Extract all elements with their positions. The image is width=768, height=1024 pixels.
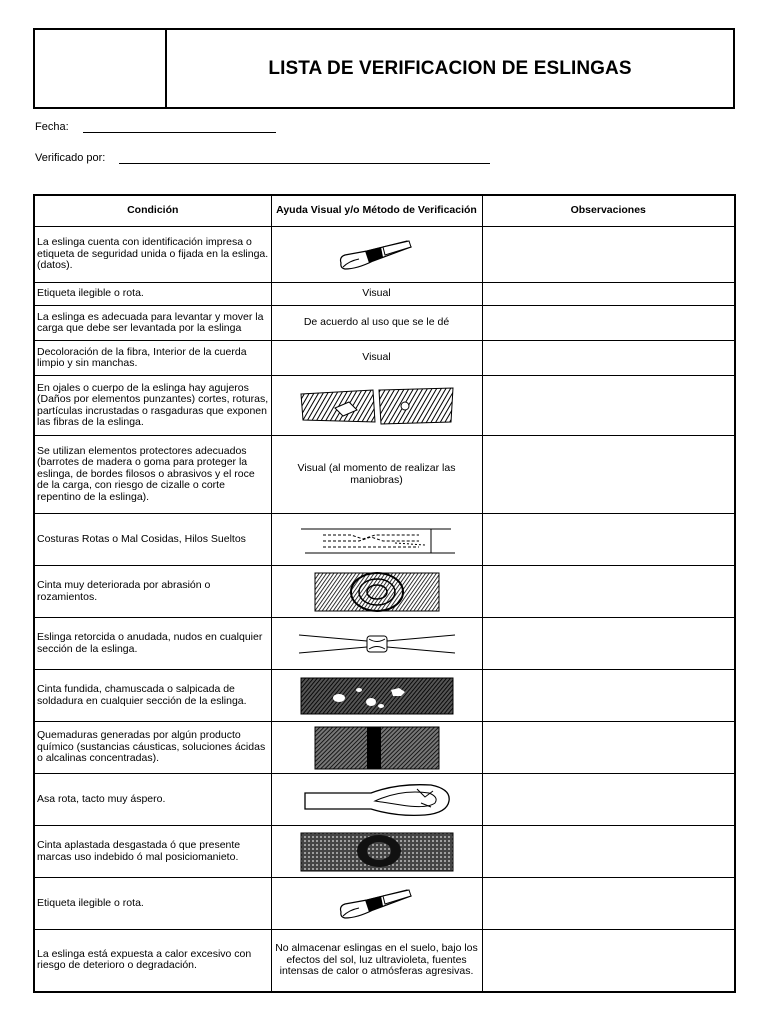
- verificado-fill-line[interactable]: [119, 151, 490, 164]
- fecha-label: Fecha:: [35, 121, 69, 133]
- abrasion-illustration: [313, 571, 441, 613]
- fecha-fill-line[interactable]: [83, 120, 276, 133]
- observation-cell[interactable]: [482, 376, 735, 436]
- table-row: [34, 283, 735, 306]
- table-row: [34, 618, 735, 670]
- broken-eye-illustration: [301, 781, 453, 819]
- condition-cell: Eslinga retorcida o anudada, nudos en cualquier sección de la eslinga.: [34, 618, 271, 670]
- aid-cell: [271, 618, 482, 670]
- table-header-row: [34, 195, 735, 227]
- observation-cell[interactable]: [482, 306, 735, 341]
- condition-cell: Decoloración de la fibra, Interior de la cuerda limpio y sin manchas.: [34, 341, 271, 376]
- condition-cell: Quemaduras generadas por algún producto químico (sustancias cáusticas, soluciones ácidas o alcalinas concentradas).: [34, 722, 271, 774]
- aid-cell: [271, 566, 482, 618]
- observation-cell[interactable]: [482, 722, 735, 774]
- broken-stitching-illustration: [299, 523, 455, 557]
- checklist-table: [33, 194, 736, 993]
- table-row: [34, 930, 735, 992]
- condition-cell: Se utilizan elementos protectores adecuados (barrotes de madera o goma para proteger la eslinga, de bordes filosos o abrasivos y el roce de la carga, con riesgo de cizalle o corte repentino de la eslinga).: [34, 436, 271, 514]
- aid-cell: No almacenar eslingas en el suelo, bajo los efectos del sol, luz ultravioleta, fuentes intensas de calor o atmósferas agresivas.: [271, 930, 482, 992]
- observation-cell[interactable]: [482, 436, 735, 514]
- header-condicion: Condición: [34, 195, 271, 227]
- condition-cell: Cinta fundida, chamuscada o salpicada de soldadura en cualquier sección de la eslinga.: [34, 670, 271, 722]
- knot-illustration: [297, 629, 457, 659]
- aid-cell: [271, 774, 482, 826]
- observation-cell[interactable]: [482, 774, 735, 826]
- observation-cell[interactable]: [482, 283, 735, 306]
- condition-cell: Etiqueta ilegible o rota.: [34, 283, 271, 306]
- table-row: [34, 306, 735, 341]
- table-row: [34, 722, 735, 774]
- table-row: [34, 341, 735, 376]
- table-row: [34, 774, 735, 826]
- sling-tag-illustration: [337, 237, 417, 273]
- verificado-field-row: [35, 151, 490, 164]
- verificado-label: Verificado por:: [35, 152, 106, 164]
- aid-cell: Visual: [271, 341, 482, 376]
- observation-cell[interactable]: [482, 618, 735, 670]
- table-row: [34, 826, 735, 878]
- weld-spatter-illustration: [299, 676, 455, 716]
- aid-cell: De acuerdo al uso que se le dé: [271, 306, 482, 341]
- observation-cell[interactable]: [482, 826, 735, 878]
- table-row: [34, 566, 735, 618]
- sling-tag-illustration: [337, 886, 417, 922]
- observation-cell[interactable]: [482, 670, 735, 722]
- fecha-field-row: [35, 120, 276, 133]
- observation-cell[interactable]: [482, 566, 735, 618]
- condition-cell: En ojales o cuerpo de la eslinga hay agujeros (Daños por elementos punzantes) cortes, roturas, partículas incrustadas o rasgaduras que exponen las fibras de la eslinga.: [34, 376, 271, 436]
- table-row: [34, 436, 735, 514]
- aid-cell: [271, 826, 482, 878]
- aid-cell: [271, 722, 482, 774]
- observation-cell[interactable]: [482, 878, 735, 930]
- table-row: [34, 878, 735, 930]
- condition-cell: Etiqueta ilegible o rota.: [34, 878, 271, 930]
- condition-cell: Costuras Rotas o Mal Cosidas, Hilos Sueltos: [34, 514, 271, 566]
- observation-cell[interactable]: [482, 930, 735, 992]
- condition-cell: Asa rota, tacto muy áspero.: [34, 774, 271, 826]
- observation-cell[interactable]: [482, 341, 735, 376]
- table-row: [34, 514, 735, 566]
- table-row: [34, 376, 735, 436]
- chemical-burn-illustration: [313, 725, 441, 771]
- condition-cell: Cinta muy deteriorada por abrasión o rozamientos.: [34, 566, 271, 618]
- header-observaciones: Observaciones: [482, 195, 735, 227]
- condition-cell: Cinta aplastada desgastada ó que presente marcas uso indebido ó mal posiciomanieto.: [34, 826, 271, 878]
- aid-cell: [271, 514, 482, 566]
- aid-cell: [271, 376, 482, 436]
- condition-cell: La eslinga cuenta con identificación impresa o etiqueta de seguridad unida o fijada en la eslinga. (datos).: [34, 227, 271, 283]
- aid-cell: [271, 878, 482, 930]
- aid-cell: Visual: [271, 283, 482, 306]
- condition-cell: La eslinga es adecuada para levantar y mover la carga que debe ser levantada por la eslinga: [34, 306, 271, 341]
- observation-cell[interactable]: [482, 227, 735, 283]
- table-row: [34, 227, 735, 283]
- document-header: [33, 28, 735, 109]
- aid-cell: [271, 670, 482, 722]
- aid-cell: [271, 227, 482, 283]
- table-row: [34, 670, 735, 722]
- header-ayuda-visual: Ayuda Visual y/o Método de Verificación: [271, 195, 482, 227]
- crushed-webbing-illustration: [299, 831, 455, 873]
- aid-cell: Visual (al momento de realizar las maniobras): [271, 436, 482, 514]
- document-title: LISTA DE VERIFICACION DE ESLINGAS: [268, 57, 632, 79]
- webbing-holes-illustration: [299, 386, 455, 426]
- observation-cell[interactable]: [482, 514, 735, 566]
- condition-cell: La eslinga está expuesta a calor excesivo con riesgo de deterioro o degradación.: [34, 930, 271, 992]
- logo-cell: [35, 30, 167, 107]
- title-cell: [167, 30, 733, 107]
